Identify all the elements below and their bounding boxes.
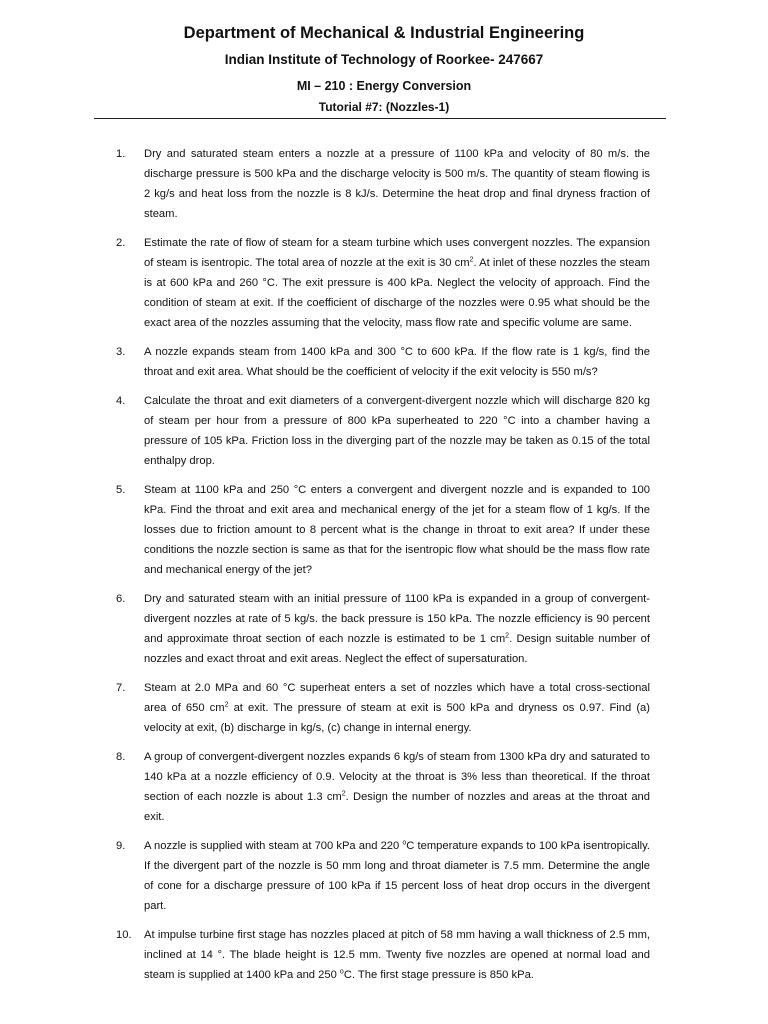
problem-number: 5.	[116, 484, 126, 496]
superscript: 2	[469, 256, 474, 264]
superscript: 2	[224, 701, 229, 709]
problem-text-segment: Estimate the rate of flow of steam for a steam turbine which uses convergent nozzles. The expansion of steam is isentropic. The total area of nozzle at the exit is 30 cm	[144, 237, 650, 269]
problem-item	[0, 747, 768, 827]
course-title: MI – 210 : Energy Conversion	[296, 79, 472, 93]
problem-item	[0, 589, 768, 669]
problem-text-segment: Steam at 2.0 MPa and 60 °C superheat enters a set of nozzles which have a total cross-sectional area of 650 cm	[144, 682, 650, 714]
problem-number: 7.	[116, 682, 126, 694]
problem-text-segment: A nozzle is supplied with steam at 700 kPa and 220	[144, 840, 403, 852]
problem-number: 9.	[116, 840, 126, 852]
problem-text	[144, 342, 650, 382]
problem-text	[144, 144, 650, 224]
problem-item	[0, 678, 768, 738]
problem-item	[0, 233, 768, 333]
problem-item	[0, 391, 768, 471]
problem-number: 10.	[116, 929, 132, 941]
problem-text-segment: . Design the number of nozzles and areas at the throat and exit.	[144, 791, 650, 823]
problem-number: 8.	[116, 751, 126, 763]
problem-item	[0, 342, 768, 382]
tutorial-title: Tutorial #7: (Nozzles-1)	[318, 100, 450, 114]
problem-text	[144, 925, 650, 985]
problem-number: 4.	[116, 395, 126, 407]
problem-text-segment: at exit. The pressure of steam at exit is 500 kPa and dryness os 0.97. Find (a) velocity at exit, (b) discharge in kg/s, (c) change in internal energy.	[144, 702, 650, 734]
problem-text	[144, 589, 650, 669]
problem-text-segment: A group of convergent-divergent nozzles expands 6 kg/s of steam from 1300 kPa dry and saturated to 140 kPa at a nozzle efficiency of 0.9. Velocity at the throat is 3% less than theoretical. If the throat section of each nozzle is about 1.3 cm	[144, 751, 650, 803]
superscript: o	[402, 839, 407, 847]
problem-number: 2.	[116, 237, 126, 249]
problem-item	[0, 480, 768, 580]
problem-text-segment: C temperature expands to 100 kPa isentropically. If the divergent part of the nozzle is 50 mm long and throat diameter is 7.5 mm. Determine the angle of cone for a discharge pressure of 100 kPa if 15 percent loss of heat drop occurs in the divergent part.	[144, 840, 651, 912]
problem-text-segment: At impulse turbine first stage has nozzles placed at pitch of 58 mm having a wall thickness of 2.5 mm, inclined at 14 °. The blade height is 12.5 mm. Twenty five nozzles are opened at normal load and steam is supplied at 1400 kPa and 250	[144, 929, 650, 981]
problem-text	[144, 836, 650, 916]
problem-text-segment: . Design suitable number of nozzles and exact throat and exit areas. Neglect the effect of supersaturation.	[144, 633, 650, 665]
problem-text-segment: Dry and saturated steam with an initial pressure of 1100 kPa is expanded in a group of convergent- divergent nozzles at rate of 5 kg/s. the back pressure is 150 kPa. The nozzle efficiency is 90 percent and approximate throat section of each nozzle is estimated to be 1 cm	[144, 593, 650, 645]
problem-text-segment: Steam at 1100 kPa and 250 °C enters a convergent and divergent nozzle and is expanded to 100 kPa. Find the throat and exit area and mechanical energy of the jet for a steam flow of 1 kg/s. If the losses due to friction amount to 8 percent what is the change in throat to exit area? If under these conditions the nozzle section is same as that for the isentropic flow what should be the mass flow rate and mechanical energy of the jet?	[144, 484, 650, 576]
header-divider	[94, 118, 666, 119]
problem-item	[0, 836, 768, 916]
problem-list	[0, 144, 768, 994]
problem-item	[0, 925, 768, 985]
problem-text	[144, 233, 650, 333]
problem-number: 6.	[116, 593, 126, 605]
problem-text-segment: A nozzle expands steam from 1400 kPa and 300 °C to 600 kPa. If the flow rate is 1 kg/s, find the throat and exit area. What should be the coefficient of velocity if the exit velocity is 550 m/s?	[144, 346, 650, 378]
problem-text	[144, 480, 650, 580]
problem-text-segment: . At inlet of these nozzles the steam is at 600 kPa and 260 °C. The exit pressure is 400 kPa. Neglect the velocity of approach. Find the condition of steam at exit. If the coefficient of discharge of the nozzles were 0.95 what should be the exact area of the nozzles assuming that the velocity, mass flow rate and specific volume are same.	[144, 257, 650, 329]
superscript: 2	[341, 790, 346, 798]
department-title: Department of Mechanical & Industrial Engineering	[183, 24, 585, 42]
problem-item	[0, 144, 768, 224]
problem-text-segment: Calculate the throat and exit diameters of a convergent-divergent nozzle which will discharge 820 kg of steam per hour from a pressure of 800 kPa superheated to 220 °C into a chamber having a pressure of 105 kPa. Friction loss in the diverging part of the nozzle may be taken as 0.15 of the total enthalpy drop.	[144, 395, 650, 467]
problem-number: 3.	[116, 346, 126, 358]
superscript: o	[339, 968, 344, 976]
problem-text	[144, 678, 650, 738]
document-header	[0, 22, 768, 116]
problem-number: 1.	[116, 148, 126, 160]
institute-name: Indian Institute of Technology of Roorkee- 247667	[224, 52, 544, 67]
problem-text	[144, 747, 650, 827]
superscript: 2	[505, 632, 510, 640]
problem-text-segment: Dry and saturated steam enters a nozzle at a pressure of 1100 kPa and velocity of 80 m/s. the discharge pressure is 500 kPa and the discharge velocity is 500 m/s. The quantity of steam flowing is 2 kg/s and heat loss from the nozzle is 8 kJ/s. Determine the heat drop and final dryness fraction of steam.	[144, 148, 650, 220]
problem-text	[144, 391, 650, 471]
problem-text-segment: C. The first stage pressure is 850 kPa.	[343, 969, 534, 981]
